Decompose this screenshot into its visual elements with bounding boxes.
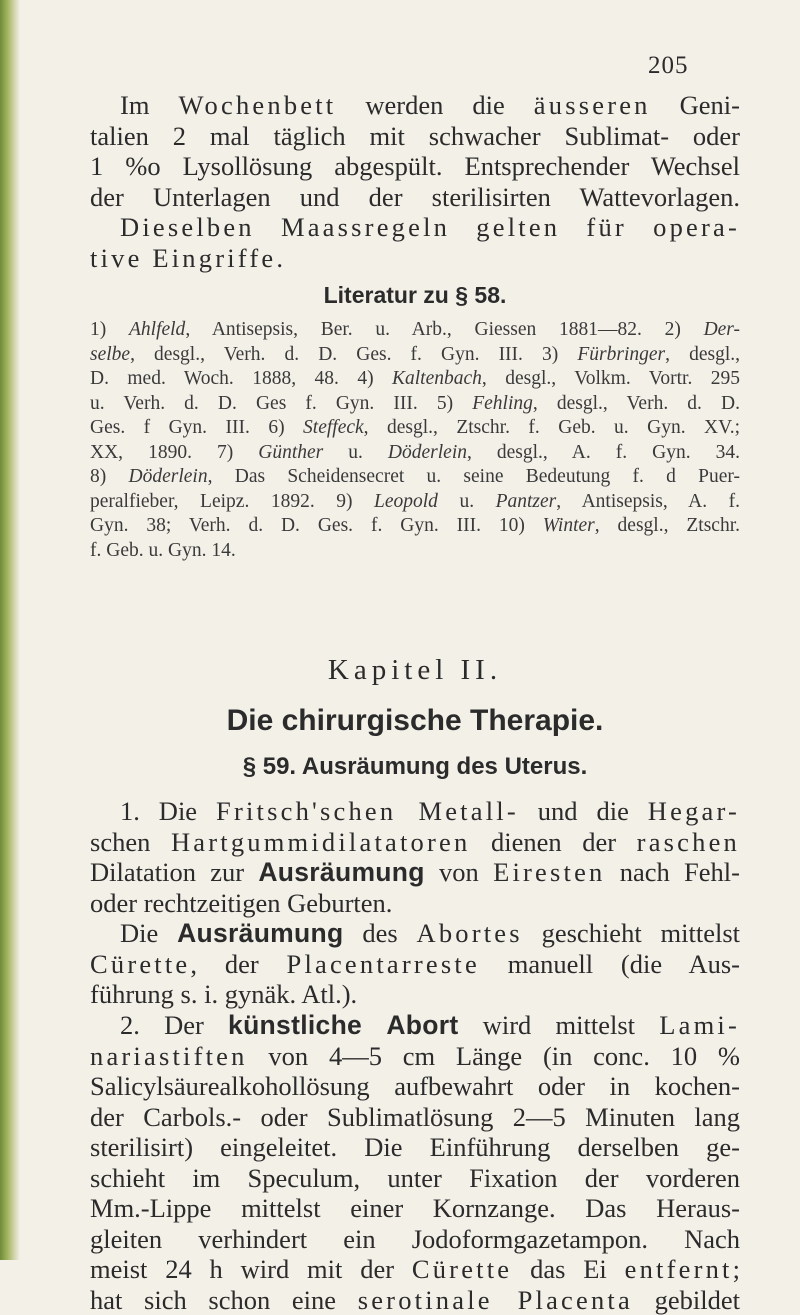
literature-line [90, 441, 740, 466]
reference-text: f. Geb. u. Gyn. 14. [90, 540, 236, 561]
text-line: der Unterlagen und der sterilisirten Wattevorlagen. [90, 182, 740, 213]
reference-text: , Antisepsis, Ber. u. Arb., Giessen 1881—82. 2) [185, 319, 703, 340]
text-line: Salicylsäurealkohollösung aufbewahrt oder in kochen- [90, 1071, 740, 1102]
text-line: oder rechtzeitigen Geburten. [90, 888, 740, 919]
reference-text: , desgl., Verh. d. D. Ges. f. Gyn. III. 3) [130, 344, 577, 365]
text-line: hat sich schon eine serotinale Placenta gebildet [90, 1285, 740, 1315]
literature-line [90, 416, 740, 441]
author-name: Winter [543, 515, 595, 536]
text-line: 1 %o Lysollösung abgespült. Entsprechender Wechsel [90, 151, 740, 182]
text-line: schen Hartgummidilatatoren dienen der raschen [90, 827, 740, 858]
reference-text: Ges. f Gyn. III. 6) [90, 417, 303, 438]
author-name: Döderlein [129, 466, 208, 487]
reference-text: u. [438, 491, 496, 512]
author-name: selbe [90, 344, 130, 365]
page-edge [0, 0, 20, 1260]
text-line: sterilisirt) eingeleitet. Die Einführung derselben ge- [90, 1132, 740, 1163]
reference-text: u. [323, 442, 388, 463]
text-line: meist 24 h wird mit der Cürette das Ei entfernt; [90, 1254, 740, 1285]
author-name: Steffeck [303, 417, 364, 438]
text-line: Cürette, der Placentarreste manuell (die Aus- [90, 949, 740, 980]
chapter-title: Die chirurgische Therapie. [90, 704, 740, 738]
text-line: tive Eingriffe. [90, 243, 740, 274]
author-name: Fehling [472, 393, 533, 414]
paragraph-wochenbett [90, 90, 740, 273]
literature-line [90, 465, 740, 490]
reference-text: peralfieber, Leipz. 1892. 9) [90, 491, 374, 512]
literature-line [90, 367, 740, 392]
text-line: der Carbols.- oder Sublimatlösung 2—5 Minuten lang [90, 1102, 740, 1133]
text-line: führung s. i. gynäk. Atl.). [90, 979, 740, 1010]
literature-line [90, 490, 740, 515]
reference-text: Gyn. 38; Verh. d. D. Ges. f. Gyn. III. 10) [90, 515, 543, 536]
author-name: Der- [704, 319, 740, 340]
reference-text: , desgl., [665, 344, 740, 365]
text-line: 2. Der künstliche Abort wird mittelst Lami- [90, 1010, 740, 1041]
text-line: gleiten verhindert ein Jodoformgazetampon. Nach [90, 1224, 740, 1255]
reference-text: 1) [90, 319, 129, 340]
text-line: talien 2 mal täglich mit schwacher Sublimat- oder [90, 121, 740, 152]
paragraph-dilatation [90, 796, 740, 918]
section-heading: § 59. Ausräumung des Uterus. [90, 753, 740, 781]
literature-line [90, 392, 740, 417]
author-name: Pantzer [496, 491, 557, 512]
page-number: 205 [648, 52, 689, 80]
author-name: Ahlfeld [129, 319, 185, 340]
literature-line [90, 343, 740, 368]
text-line: schieht im Speculum, unter Fixation der vorderen [90, 1163, 740, 1194]
reference-text: , desgl., Ztschr. f. Geb. u. Gyn. XV.; [364, 417, 740, 438]
reference-text: , desgl., Verh. d. D. [533, 393, 740, 414]
reference-text: , desgl., A. f. Gyn. 34. [467, 442, 740, 463]
reference-text: , Das Scheidensecret u. seine Bedeutung f. d Puer- [208, 466, 740, 487]
literature-line [90, 318, 740, 343]
reference-text: , desgl., Ztschr. [595, 515, 740, 536]
text-line: 1. Die Fritsch'schen Metall- und die Hegar- [90, 796, 740, 827]
author-name: Fürbringer [577, 344, 665, 365]
reference-text: 8) [90, 466, 129, 487]
literature-heading: Literatur zu § 58. [90, 282, 740, 309]
text-line: Im Wochenbett werden die äusseren Geni- [90, 90, 740, 121]
text-line: nariastiften von 4—5 cm Länge (in conc. 10 % [90, 1041, 740, 1072]
paragraph-kuenstlicher-abort [90, 1010, 740, 1315]
author-name: Leopold [374, 491, 438, 512]
paragraph-abort [90, 918, 740, 1010]
text-line: Mm.-Lippe mittelst einer Kornzange. Das Heraus- [90, 1193, 740, 1224]
reference-text: u. Verh. d. D. Ges f. Gyn. III. 5) [90, 393, 472, 414]
text-line: Dilatation zur Ausräumung von Eiresten nach Fehl- [90, 857, 740, 888]
chapter-label: Kapitel II. [90, 654, 740, 687]
reference-text: D. med. Woch. 1888, 48. 4) [90, 368, 392, 389]
author-name: Döderlein [388, 442, 467, 463]
reference-text: XX, 1890. 7) [90, 442, 258, 463]
reference-text: , Antisepsis, A. f. [556, 491, 740, 512]
literature-list [90, 318, 740, 563]
text-line: Die Ausräumung des Abortes geschieht mittelst [90, 918, 740, 949]
text-line: Dieselben Maassregeln gelten für opera- [90, 212, 740, 243]
author-name: Günther [258, 442, 323, 463]
literature-line [90, 539, 740, 564]
author-name: Kaltenbach [392, 368, 482, 389]
reference-text: , desgl., Volkm. Vortr. 295 [482, 368, 740, 389]
literature-line [90, 514, 740, 539]
